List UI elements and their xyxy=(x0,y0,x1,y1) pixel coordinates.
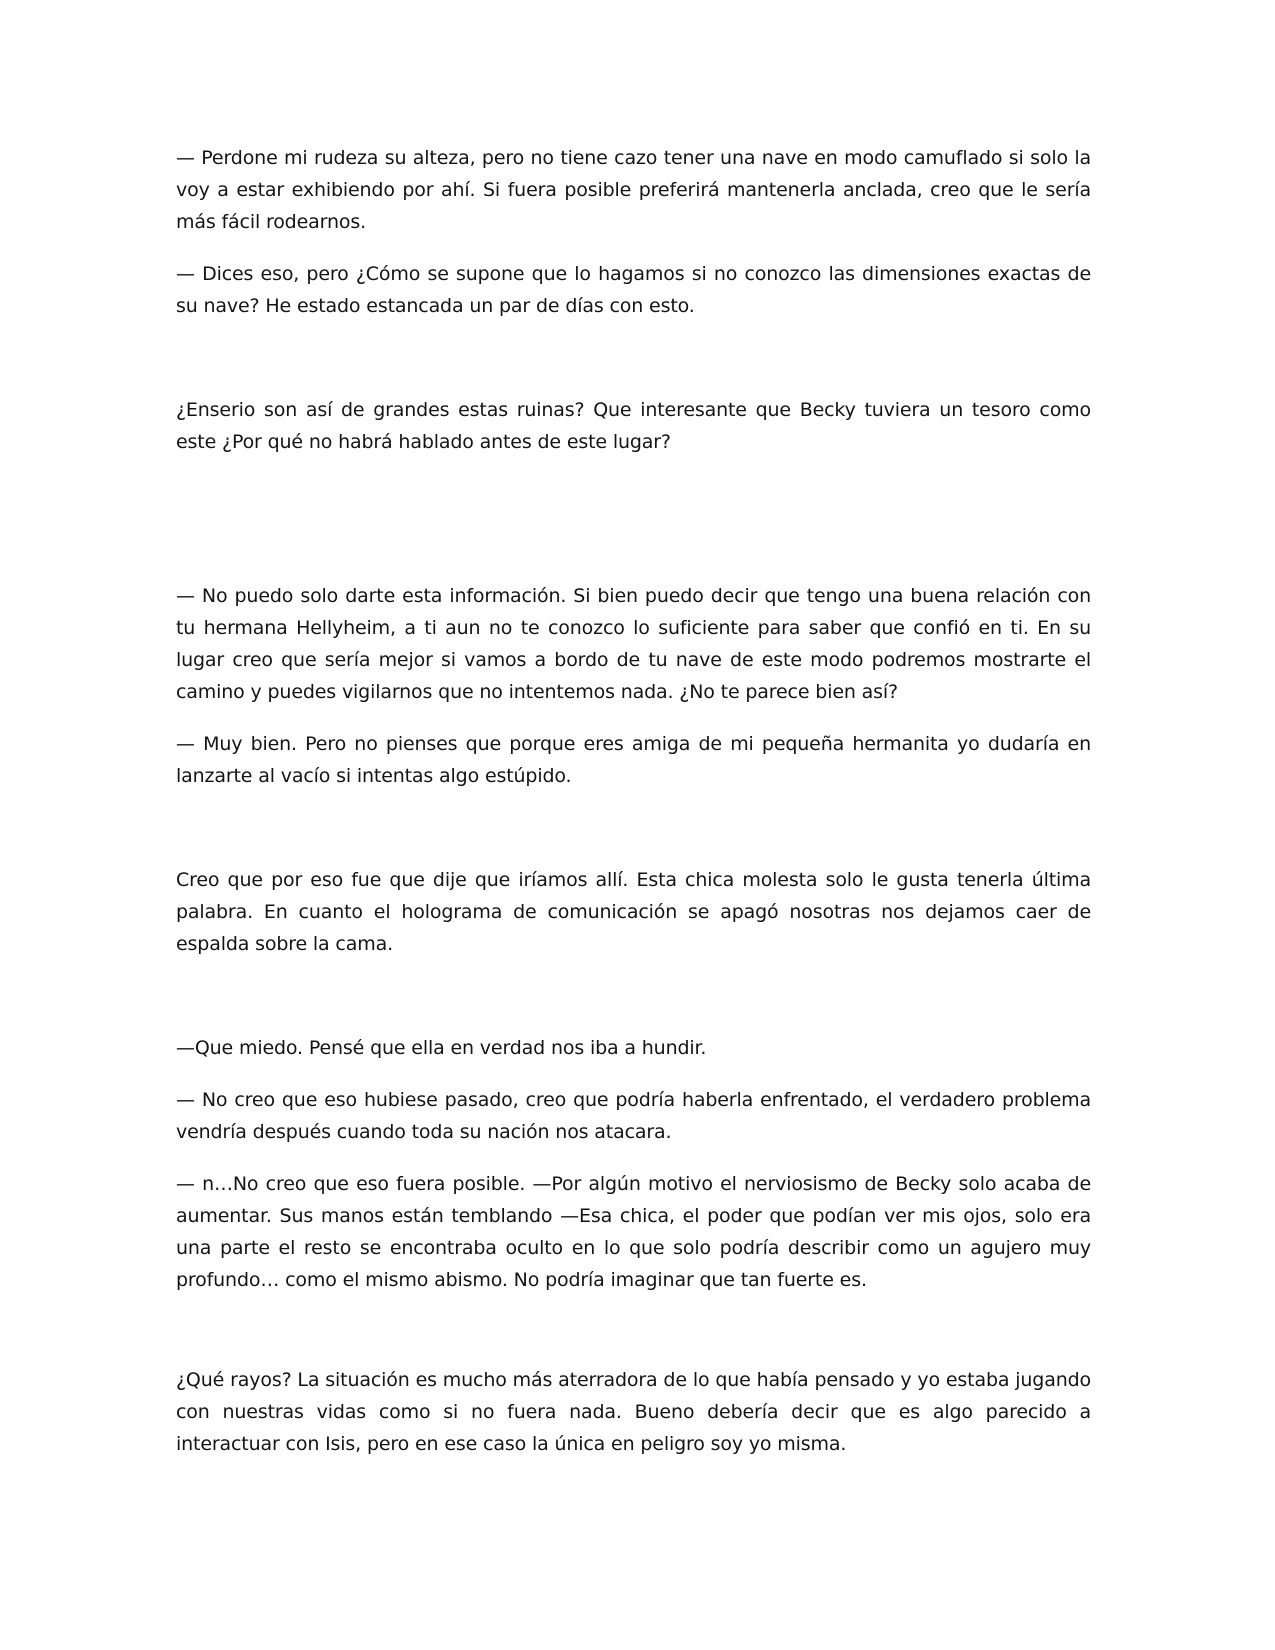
paragraph-8: — No creo que eso hubiese pasado, creo que podría haberla enfrentado, el verdadero problema vendría después cuando toda su nación nos atacara. xyxy=(176,1089,1091,1143)
paragraph-9: — n…No creo que eso fuera posible. —Por algún motivo el nerviosismo de Becky solo acaba de aumentar. Sus manos están temblando —Esa chica, el poder que podían ver mis ojos, solo era una parte el resto se encontraba oculto en lo que solo podría describir como un agujero muy profundo… como el mismo abismo. No podría imaginar que tan fuerte es. xyxy=(176,1173,1091,1291)
paragraph-7: —Que miedo. Pensé que ella en verdad nos iba a hundir. xyxy=(176,1037,707,1059)
paragraph-3: ¿Enserio son así de grandes estas ruinas? Que interesante que Becky tuviera un tesoro como este ¿Por qué no habrá hablado antes de este lugar? xyxy=(176,399,1091,453)
paragraph-10: ¿Qué rayos? La situación es mucho más aterradora de lo que había pensado y yo estaba jugando con nuestras vidas como si no fuera nada. Bueno debería decir que es algo parecido a interactuar con Isis, pero en ese caso la única en peligro soy yo misma. xyxy=(176,1369,1091,1455)
paragraph-6: Creo que por eso fue que dije que iríamos allí. Esta chica molesta solo le gusta tenerla última palabra. En cuanto el holograma de comunicación se apagó nosotras nos dejamos caer de espalda sobre la cama. xyxy=(176,869,1091,955)
paragraph-1: — Perdone mi rudeza su alteza, pero no tiene cazo tener una nave en modo camuflado si solo la voy a estar exhibiendo por ahí. Si fuera posible preferirá mantenerla anclada, creo que le sería más fácil rodearnos. xyxy=(176,147,1091,233)
paragraph-2: — Dices eso, pero ¿Cómo se supone que lo hagamos si no conozco las dimensiones exactas de su nave? He estado estancada un par de días con esto. xyxy=(176,263,1091,317)
paragraph-5: — Muy bien. Pero no pienses que porque eres amiga de mi pequeña hermanita yo dudaría en lanzarte al vacío si intentas algo estúpido. xyxy=(176,733,1091,787)
paragraph-4: — No puedo solo darte esta información. Si bien puedo decir que tengo una buena relación con tu hermana Hellyheim, a ti aun no te conozco lo suficiente para saber que confió en ti. En su lugar creo que sería mejor si vamos a bordo de tu nave de este modo podremos mostrarte el camino y puedes vigilarnos que no intentemos nada. ¿No te parece bien así? xyxy=(176,585,1091,703)
